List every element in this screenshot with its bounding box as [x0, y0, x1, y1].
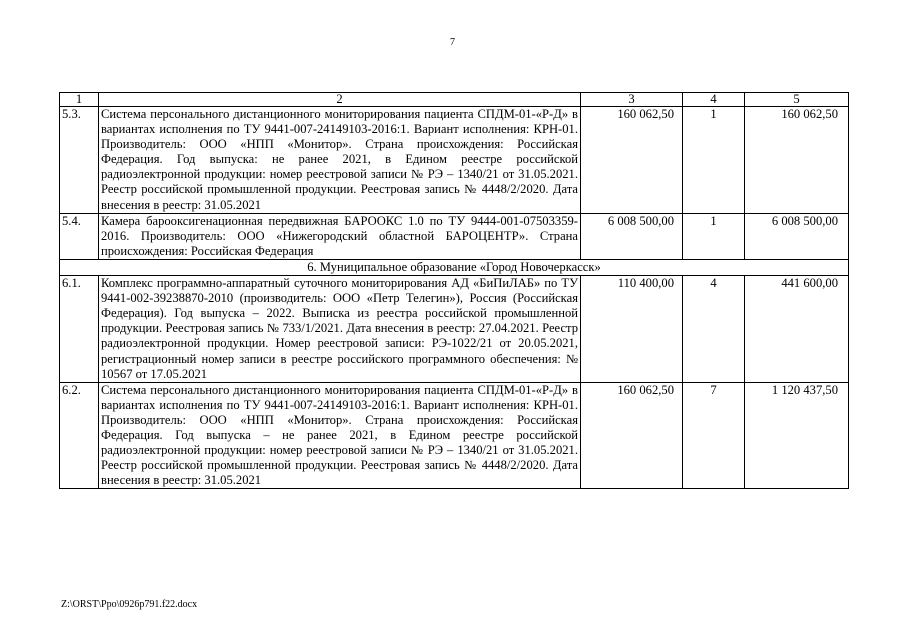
header-col-4: 4 — [683, 93, 745, 107]
row-price: 160 062,50 — [581, 107, 683, 214]
table-row — [60, 107, 849, 214]
header-col-1: 1 — [60, 93, 99, 107]
row-sum: 6 008 500,00 — [745, 213, 849, 259]
footer-file-path: Z:\ORST\Ppo\0926p791.f22.docx — [61, 599, 198, 610]
table-row — [60, 276, 849, 383]
section-title: 6. Муниципальное образование «Город Новочеркасск» — [60, 259, 849, 275]
row-quantity: 7 — [683, 382, 745, 489]
header-col-2: 2 — [99, 93, 581, 107]
row-quantity: 4 — [683, 276, 745, 383]
items-table — [59, 92, 849, 489]
row-description: Система персонального дистанционного мониторирования пациента СПДМ-01-«Р-Д» в вариантах исполнения по ТУ 9441-007-24149103-2016:1. Вариант исполнения: КРН-01. Производитель: ООО «НПП «Монитор». Страна происхождения: Российская Федерация. Год выпуска – не ранее 2021, в Едином реестре российской радиоэлектронной продукции: номер реестровой записи № РЭ – 1340/21 от 31.05.2021. Реестр российской промышленной продукции. Реестровая запись № 4448/2/2020. Дата внесения в реестр: 31.05.2021 — [99, 382, 581, 489]
row-quantity: 1 — [683, 107, 745, 214]
row-quantity: 1 — [683, 213, 745, 259]
row-number: 6.1. — [60, 276, 99, 383]
page-number: 7 — [450, 37, 455, 48]
row-price: 6 008 500,00 — [581, 213, 683, 259]
header-col-5: 5 — [745, 93, 849, 107]
row-description: Система персонального дистанционного мониторирования пациента СПДМ-01-«Р-Д» в вариантах исполнения по ТУ 9441-007-24149103-2016:1. Вариант исполнения: КРН-01. Производитель: ООО «НПП «Монитор». Страна происхождения: Российская Федерация. Год выпуска: не ранее 2021, в Едином реестре российской радиоэлектронной продукции: номер реестровой записи № РЭ – 1340/21 от 31.05.2021. Реестр российской промышленной продукции. Реестровая запись № 4448/2/2020. Дата внесения в реестр: 31.05.2021 — [99, 107, 581, 214]
row-number: 5.4. — [60, 213, 99, 259]
row-price: 160 062,50 — [581, 382, 683, 489]
header-col-3: 3 — [581, 93, 683, 107]
row-price: 110 400,00 — [581, 276, 683, 383]
row-description: Камера барооксигенационная передвижная БАРООКС 1.0 по ТУ 9444-001-07503359-2016. Производитель: ООО «Нижегородский областной БАРОЦЕНТР». Страна происхождения: Российская Федерация — [99, 213, 581, 259]
row-number: 5.3. — [60, 107, 99, 214]
row-number: 6.2. — [60, 382, 99, 489]
row-sum: 160 062,50 — [745, 107, 849, 214]
row-sum: 441 600,00 — [745, 276, 849, 383]
header-row — [60, 93, 849, 107]
section-row — [60, 259, 849, 275]
table-row — [60, 382, 849, 489]
row-sum: 1 120 437,50 — [745, 382, 849, 489]
table-row — [60, 213, 849, 259]
row-description: Комплекс программно-аппаратный суточного мониторирования АД «БиПиЛАБ» по ТУ 9441-002-39238870-2010 (производитель: ООО «Петр Телегин»), Россия (Российская Федерация). Год выпуска – 2022. Выписка из реестра российской промышленной продукции. Реестровая запись № 733/1/2021. Дата внесения в реестр: 27.04.2021. Реестр радиоэлектронной продукции. Номер реестровой записи: РЭ-1022/21 от 20.05.2021, регистрационный номер записи в реестре российского программного обеспечения: № 10567 от 17.05.2021 — [99, 276, 581, 383]
